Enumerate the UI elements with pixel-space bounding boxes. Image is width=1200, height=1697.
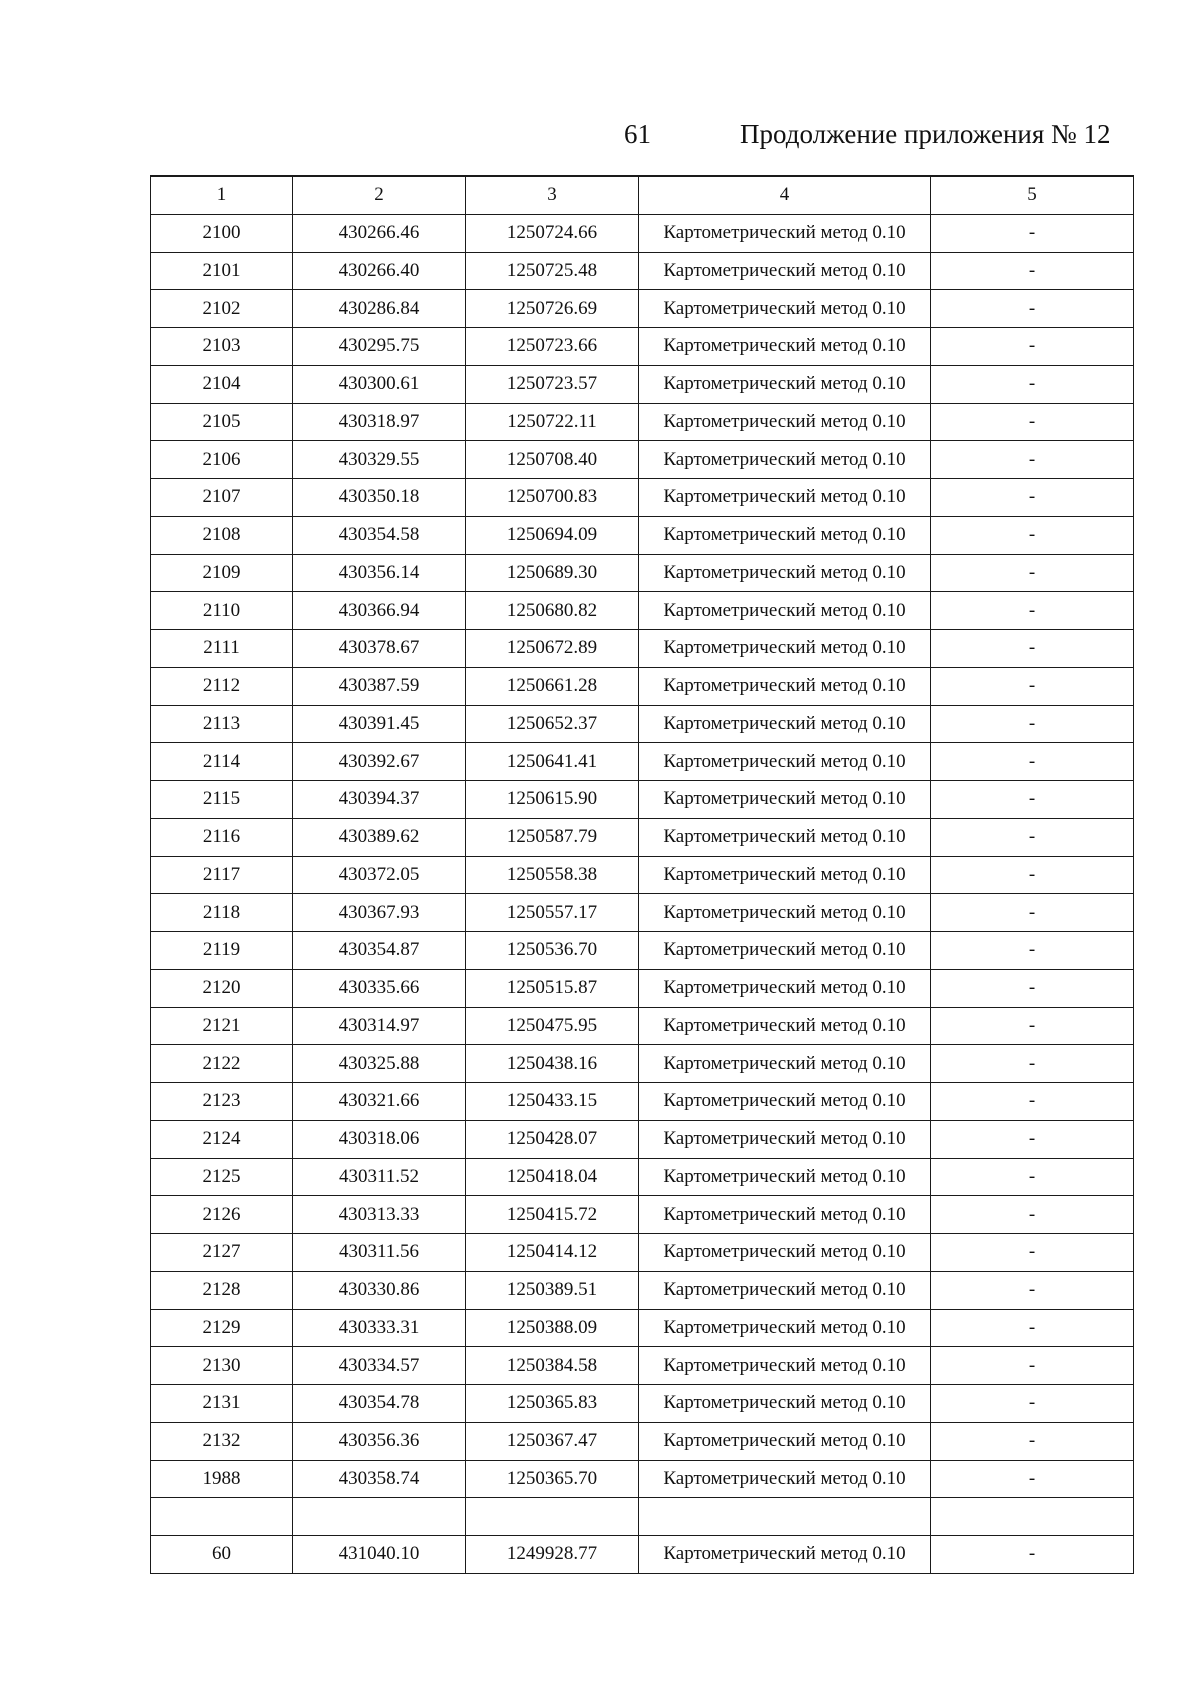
cell-note: - <box>931 1347 1134 1385</box>
cell-note: - <box>931 1234 1134 1272</box>
cell-point-number: 2119 <box>151 932 293 970</box>
cell-point-number: 2124 <box>151 1120 293 1158</box>
table-row <box>151 932 1134 970</box>
cell-y-coordinate: 1250724.66 <box>466 214 639 252</box>
cell-point-number: 2109 <box>151 554 293 592</box>
cell-method: Картометрический метод 0.10 <box>639 1385 931 1423</box>
cell-method: Картометрический метод 0.10 <box>639 1347 931 1385</box>
table-row <box>151 403 1134 441</box>
cell-method <box>639 1498 931 1536</box>
cell-note: - <box>931 1309 1134 1347</box>
cell-point-number: 2107 <box>151 479 293 517</box>
table-row <box>151 1309 1134 1347</box>
table-row <box>151 1422 1134 1460</box>
cell-note <box>931 1498 1134 1536</box>
cell-y-coordinate: 1250587.79 <box>466 818 639 856</box>
cell-x-coordinate: 430325.88 <box>293 1045 466 1083</box>
cell-method: Картометрический метод 0.10 <box>639 969 931 1007</box>
table-row <box>151 554 1134 592</box>
cell-x-coordinate: 430295.75 <box>293 328 466 366</box>
cell-x-coordinate: 430334.57 <box>293 1347 466 1385</box>
cell-x-coordinate: 430311.56 <box>293 1234 466 1272</box>
table-row <box>151 630 1134 668</box>
cell-note: - <box>931 554 1134 592</box>
table-row <box>151 1536 1134 1574</box>
cell-y-coordinate: 1250384.58 <box>466 1347 639 1385</box>
cell-x-coordinate: 430358.74 <box>293 1460 466 1498</box>
cell-note: - <box>931 403 1134 441</box>
table-row <box>151 743 1134 781</box>
cell-point-number: 2104 <box>151 365 293 403</box>
header-cell-2: 2 <box>293 176 466 214</box>
cell-note: - <box>931 1385 1134 1423</box>
cell-method: Картометрический метод 0.10 <box>639 441 931 479</box>
header-cell-1: 1 <box>151 176 293 214</box>
cell-method: Картометрический метод 0.10 <box>639 705 931 743</box>
coordinates-table <box>150 175 1134 1574</box>
cell-y-coordinate: 1250367.47 <box>466 1422 639 1460</box>
cell-x-coordinate: 430394.37 <box>293 781 466 819</box>
cell-note: - <box>931 818 1134 856</box>
cell-note: - <box>931 1196 1134 1234</box>
cell-point-number: 2110 <box>151 592 293 630</box>
cell-method: Картометрический метод 0.10 <box>639 479 931 517</box>
cell-point-number: 2122 <box>151 1045 293 1083</box>
cell-y-coordinate: 1250723.66 <box>466 328 639 366</box>
table-row <box>151 781 1134 819</box>
table-row <box>151 1045 1134 1083</box>
cell-y-coordinate: 1249928.77 <box>466 1536 639 1574</box>
table-row <box>151 969 1134 1007</box>
cell-point-number: 1988 <box>151 1460 293 1498</box>
cell-point-number: 2115 <box>151 781 293 819</box>
cell-note: - <box>931 705 1134 743</box>
cell-note: - <box>931 1083 1134 1121</box>
table-body <box>151 214 1134 1573</box>
table-row <box>151 1120 1134 1158</box>
cell-point-number: 2128 <box>151 1271 293 1309</box>
cell-note: - <box>931 781 1134 819</box>
page-header <box>0 116 1200 152</box>
cell-x-coordinate: 430311.52 <box>293 1158 466 1196</box>
cell-y-coordinate: 1250433.15 <box>466 1083 639 1121</box>
cell-note: - <box>931 1536 1134 1574</box>
cell-y-coordinate: 1250515.87 <box>466 969 639 1007</box>
cell-point-number: 2123 <box>151 1083 293 1121</box>
cell-x-coordinate: 430389.62 <box>293 818 466 856</box>
page-title: Продолжение приложения № 12 <box>740 119 1111 149</box>
cell-x-coordinate: 430321.66 <box>293 1083 466 1121</box>
cell-method: Картометрический метод 0.10 <box>639 403 931 441</box>
cell-note: - <box>931 894 1134 932</box>
cell-point-number: 2102 <box>151 290 293 328</box>
cell-y-coordinate: 1250615.90 <box>466 781 639 819</box>
cell-point-number: 2125 <box>151 1158 293 1196</box>
cell-point-number: 2120 <box>151 969 293 1007</box>
cell-point-number: 2103 <box>151 328 293 366</box>
cell-method: Картометрический метод 0.10 <box>639 516 931 554</box>
cell-note: - <box>931 290 1134 328</box>
cell-method: Картометрический метод 0.10 <box>639 1045 931 1083</box>
cell-x-coordinate: 430329.55 <box>293 441 466 479</box>
table-header <box>151 176 1134 214</box>
cell-x-coordinate: 430350.18 <box>293 479 466 517</box>
cell-method: Картометрический метод 0.10 <box>639 290 931 328</box>
cell-point-number: 2118 <box>151 894 293 932</box>
cell-x-coordinate <box>293 1498 466 1536</box>
cell-y-coordinate: 1250708.40 <box>466 441 639 479</box>
cell-y-coordinate: 1250726.69 <box>466 290 639 328</box>
table-row <box>151 1158 1134 1196</box>
table-row <box>151 894 1134 932</box>
table-row <box>151 1083 1134 1121</box>
cell-method: Картометрический метод 0.10 <box>639 1234 931 1272</box>
table-row <box>151 1460 1134 1498</box>
cell-y-coordinate: 1250723.57 <box>466 365 639 403</box>
cell-y-coordinate: 1250652.37 <box>466 705 639 743</box>
cell-point-number: 2126 <box>151 1196 293 1234</box>
header-cell-5: 5 <box>931 176 1134 214</box>
cell-note: - <box>931 365 1134 403</box>
cell-method: Картометрический метод 0.10 <box>639 328 931 366</box>
cell-point-number: 2114 <box>151 743 293 781</box>
cell-y-coordinate: 1250661.28 <box>466 667 639 705</box>
cell-y-coordinate: 1250438.16 <box>466 1045 639 1083</box>
cell-method: Картометрический метод 0.10 <box>639 1120 931 1158</box>
cell-y-coordinate: 1250428.07 <box>466 1120 639 1158</box>
cell-x-coordinate: 430313.33 <box>293 1196 466 1234</box>
cell-note: - <box>931 1120 1134 1158</box>
cell-point-number: 2129 <box>151 1309 293 1347</box>
cell-y-coordinate: 1250672.89 <box>466 630 639 668</box>
table-row <box>151 1196 1134 1234</box>
cell-x-coordinate: 430354.58 <box>293 516 466 554</box>
table-row <box>151 441 1134 479</box>
cell-note: - <box>931 252 1134 290</box>
cell-method: Картометрический метод 0.10 <box>639 818 931 856</box>
cell-method: Картометрический метод 0.10 <box>639 1309 931 1347</box>
cell-x-coordinate: 430356.36 <box>293 1422 466 1460</box>
cell-y-coordinate: 1250722.11 <box>466 403 639 441</box>
cell-x-coordinate: 430318.06 <box>293 1120 466 1158</box>
cell-point-number: 2127 <box>151 1234 293 1272</box>
cell-method: Картометрический метод 0.10 <box>639 365 931 403</box>
cell-note: - <box>931 479 1134 517</box>
page-number: 61 <box>624 119 651 149</box>
cell-x-coordinate: 430266.46 <box>293 214 466 252</box>
table-row <box>151 365 1134 403</box>
cell-note: - <box>931 630 1134 668</box>
cell-note: - <box>931 1422 1134 1460</box>
table-row <box>151 592 1134 630</box>
cell-x-coordinate: 430300.61 <box>293 365 466 403</box>
cell-x-coordinate: 430392.67 <box>293 743 466 781</box>
cell-x-coordinate: 430366.94 <box>293 592 466 630</box>
table-row <box>151 705 1134 743</box>
cell-point-number: 2101 <box>151 252 293 290</box>
table-row <box>151 1271 1134 1309</box>
cell-y-coordinate: 1250365.83 <box>466 1385 639 1423</box>
table-row <box>151 667 1134 705</box>
cell-x-coordinate: 430372.05 <box>293 856 466 894</box>
cell-x-coordinate: 430356.14 <box>293 554 466 592</box>
cell-y-coordinate: 1250388.09 <box>466 1309 639 1347</box>
cell-y-coordinate: 1250694.09 <box>466 516 639 554</box>
cell-method: Картометрический метод 0.10 <box>639 1158 931 1196</box>
cell-point-number: 2100 <box>151 214 293 252</box>
cell-note: - <box>931 856 1134 894</box>
cell-x-coordinate: 430391.45 <box>293 705 466 743</box>
cell-point-number: 2116 <box>151 818 293 856</box>
cell-note: - <box>931 1460 1134 1498</box>
cell-y-coordinate: 1250415.72 <box>466 1196 639 1234</box>
cell-method: Картометрический метод 0.10 <box>639 592 931 630</box>
cell-x-coordinate: 430354.78 <box>293 1385 466 1423</box>
cell-x-coordinate: 430335.66 <box>293 969 466 1007</box>
cell-method: Картометрический метод 0.10 <box>639 1536 931 1574</box>
table-row <box>151 1498 1134 1536</box>
cell-y-coordinate: 1250725.48 <box>466 252 639 290</box>
cell-note: - <box>931 328 1134 366</box>
cell-y-coordinate: 1250700.83 <box>466 479 639 517</box>
cell-point-number: 2113 <box>151 705 293 743</box>
table-row <box>151 856 1134 894</box>
cell-y-coordinate: 1250536.70 <box>466 932 639 970</box>
cell-method: Картометрический метод 0.10 <box>639 252 931 290</box>
cell-point-number: 2108 <box>151 516 293 554</box>
cell-point-number <box>151 1498 293 1536</box>
cell-point-number: 2111 <box>151 630 293 668</box>
cell-note: - <box>931 1158 1134 1196</box>
cell-point-number: 60 <box>151 1536 293 1574</box>
cell-y-coordinate: 1250680.82 <box>466 592 639 630</box>
table-row <box>151 328 1134 366</box>
cell-x-coordinate: 430266.40 <box>293 252 466 290</box>
cell-note: - <box>931 667 1134 705</box>
table-header-row <box>151 176 1134 214</box>
cell-method: Картометрический метод 0.10 <box>639 894 931 932</box>
cell-point-number: 2112 <box>151 667 293 705</box>
table-row <box>151 479 1134 517</box>
cell-y-coordinate: 1250558.38 <box>466 856 639 894</box>
cell-x-coordinate: 430318.97 <box>293 403 466 441</box>
cell-method: Картометрический метод 0.10 <box>639 1271 931 1309</box>
cell-method: Картометрический метод 0.10 <box>639 781 931 819</box>
table-row <box>151 1385 1134 1423</box>
table-row <box>151 214 1134 252</box>
table-row <box>151 1234 1134 1272</box>
cell-x-coordinate: 430330.86 <box>293 1271 466 1309</box>
cell-method: Картометрический метод 0.10 <box>639 214 931 252</box>
cell-y-coordinate: 1250475.95 <box>466 1007 639 1045</box>
table-row <box>151 1007 1134 1045</box>
cell-y-coordinate: 1250365.70 <box>466 1460 639 1498</box>
cell-x-coordinate: 430354.87 <box>293 932 466 970</box>
cell-method: Картометрический метод 0.10 <box>639 554 931 592</box>
cell-note: - <box>931 592 1134 630</box>
table-row <box>151 818 1134 856</box>
table-row <box>151 252 1134 290</box>
cell-y-coordinate <box>466 1498 639 1536</box>
cell-x-coordinate: 430387.59 <box>293 667 466 705</box>
cell-method: Картометрический метод 0.10 <box>639 667 931 705</box>
header-cell-3: 3 <box>466 176 639 214</box>
cell-note: - <box>931 516 1134 554</box>
cell-y-coordinate: 1250389.51 <box>466 1271 639 1309</box>
cell-note: - <box>931 743 1134 781</box>
cell-x-coordinate: 430378.67 <box>293 630 466 668</box>
cell-note: - <box>931 932 1134 970</box>
cell-y-coordinate: 1250418.04 <box>466 1158 639 1196</box>
cell-note: - <box>931 1007 1134 1045</box>
cell-method: Картометрический метод 0.10 <box>639 1460 931 1498</box>
cell-method: Картометрический метод 0.10 <box>639 1007 931 1045</box>
cell-note: - <box>931 441 1134 479</box>
cell-y-coordinate: 1250414.12 <box>466 1234 639 1272</box>
cell-method: Картометрический метод 0.10 <box>639 743 931 781</box>
cell-point-number: 2117 <box>151 856 293 894</box>
table-row <box>151 1347 1134 1385</box>
cell-note: - <box>931 969 1134 1007</box>
cell-note: - <box>931 1045 1134 1083</box>
cell-y-coordinate: 1250557.17 <box>466 894 639 932</box>
cell-note: - <box>931 1271 1134 1309</box>
cell-method: Картометрический метод 0.10 <box>639 1422 931 1460</box>
table-row <box>151 516 1134 554</box>
cell-y-coordinate: 1250689.30 <box>466 554 639 592</box>
cell-method: Картометрический метод 0.10 <box>639 932 931 970</box>
cell-method: Картометрический метод 0.10 <box>639 856 931 894</box>
cell-point-number: 2130 <box>151 1347 293 1385</box>
cell-method: Картометрический метод 0.10 <box>639 1083 931 1121</box>
cell-point-number: 2131 <box>151 1385 293 1423</box>
cell-x-coordinate: 430367.93 <box>293 894 466 932</box>
cell-y-coordinate: 1250641.41 <box>466 743 639 781</box>
cell-point-number: 2132 <box>151 1422 293 1460</box>
cell-note: - <box>931 214 1134 252</box>
cell-x-coordinate: 431040.10 <box>293 1536 466 1574</box>
cell-point-number: 2105 <box>151 403 293 441</box>
table-row <box>151 290 1134 328</box>
cell-x-coordinate: 430333.31 <box>293 1309 466 1347</box>
header-cell-4: 4 <box>639 176 931 214</box>
cell-x-coordinate: 430286.84 <box>293 290 466 328</box>
cell-method: Картометрический метод 0.10 <box>639 630 931 668</box>
cell-point-number: 2106 <box>151 441 293 479</box>
cell-method: Картометрический метод 0.10 <box>639 1196 931 1234</box>
cell-x-coordinate: 430314.97 <box>293 1007 466 1045</box>
cell-point-number: 2121 <box>151 1007 293 1045</box>
